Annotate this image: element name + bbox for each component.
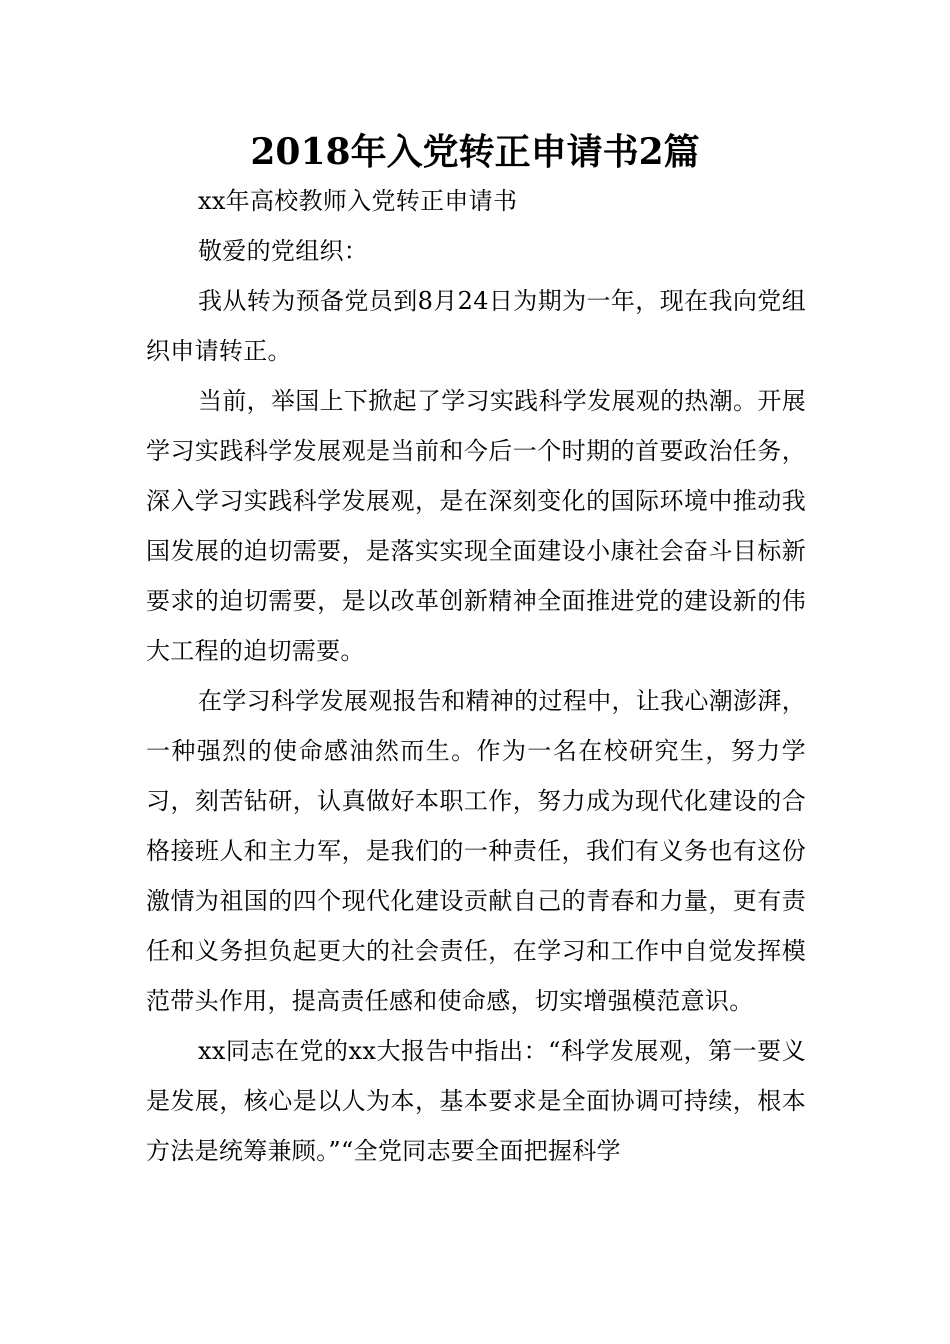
paragraph: 我从转为预备党员到8月24日为期为一年，现在我向党组织申请转正。 — [146, 287, 806, 365]
paragraph-salutation: 敬爱的党组织： — [198, 237, 369, 265]
document-body — [146, 176, 806, 1176]
paragraph-heading: xx年高校教师入党转正申请书 — [198, 187, 518, 215]
paragraph: 当前，举国上下掀起了学习实践科学发展观的热潮。开展学习实践科学发展观是当前和今后一个时期的首要政治任务，深入学习实践科学发展观，是在深刻变化的国际环境中推动我国发展的迫切需要，是落实实现全面建设小康社会奋斗目标新要求的迫切需要，是以改革创新精神全面推进党的建设新的伟大工程的迫切需要。 — [146, 387, 806, 665]
document-title: 2018年入党转正申请书2篇 — [250, 131, 700, 173]
paragraph: xx同志在党的xx大报告中指出：“科学发展观，第一要义是发展，核心是以人为本，基本要求是全面协调可持续，根本方法是统筹兼顾。”“全党同志要全面把握科学 — [146, 1037, 806, 1165]
paragraph: 在学习科学发展观报告和精神的过程中，让我心潮澎湃，一种强烈的使命感油然而生。作为一名在校研究生，努力学习，刻苦钻研，认真做好本职工作，努力成为现代化建设的合格接班人和主力军，是我们的一种责任，我们有义务也有这份激情为祖国的四个现代化建设贡献自己的青春和力量，更有责任和义务担负起更大的社会责任，在学习和工作中自觉发挥模范带头作用，提高责任感和使命感，切实增强模范意识。 — [146, 687, 806, 1015]
